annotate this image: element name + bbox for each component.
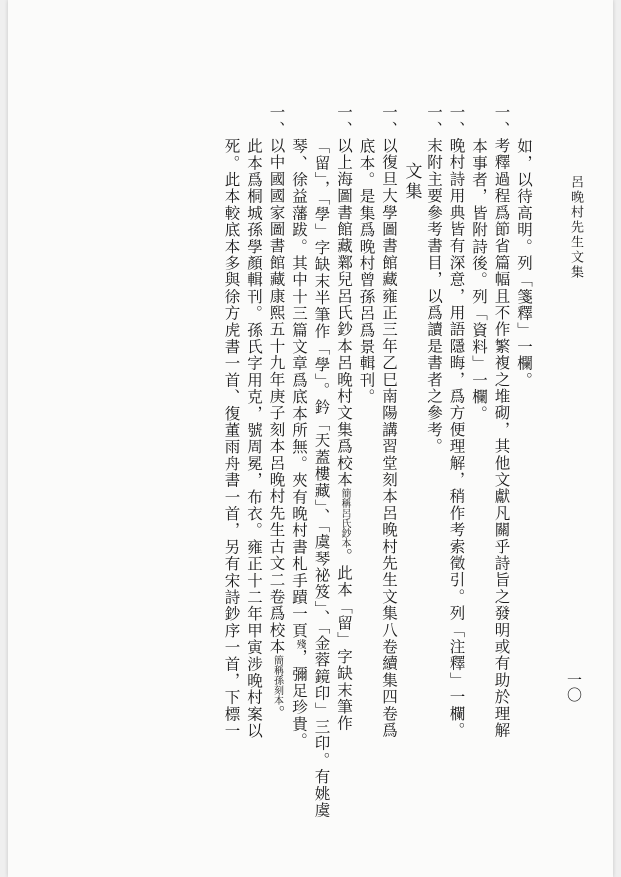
text-column: 本事者，皆附詩後。列「資料」一欄。 [470, 138, 488, 422]
document-page [8, 0, 613, 877]
text-column: 一、以復旦大學圖書館藏雍正三年乙巳南陽講習堂刻本呂晚村先生文集八卷續集四卷爲 [380, 104, 398, 739]
inline-note: 殘 [294, 639, 305, 649]
text-column: 一、以中國國家圖書館藏康熙五十九年庚子刻本呂晚村先生古文二卷爲校本簡稱孫刻本。 [267, 104, 286, 722]
text-column: 一、以上海圖書館藏鄴兒呂氏鈔本呂晚村文集爲校本簡稱呂氏鈔本。此本「留」字缺末筆作 [335, 104, 353, 732]
text-column: 一、末附主要參考書目，以爲讀是書者之參考。 [425, 104, 443, 455]
section-heading: 文集 [401, 162, 422, 202]
body-text [35, 104, 535, 819]
text-column: 此本爲桐城孫學顏輯刊。孫氏字用克，號周冕，布衣。雍正十二年甲寅涉晚村案以 [245, 138, 263, 740]
text-column: 琴、徐益藩跋。其中十三篇文章爲底本所無。夾有晚村書札手蹟一頁殘，彌足珍貴。 [290, 138, 308, 750]
text-column: 如，以待高明。列「箋釋」一欄。 [515, 138, 533, 389]
page-number: 一〇 [565, 672, 583, 702]
inline-note: 簡稱呂氏鈔本 [339, 488, 350, 549]
text-column: 死。此本較底本多與徐方虎書一首、復董雨舟書一首，另有宋詩鈔序一首，下標一 [222, 138, 241, 740]
text-column: 「留」，「學」字缺末半筆作「學」。鈐「天蓋樓藏」、「虞琴祕笈」、「金蓉鏡印」三印。有姚虞 [312, 138, 331, 819]
text-column: 底本。是集爲晚村曾孫呂爲景輯刊。 [357, 138, 376, 406]
running-header: 呂晚村先生文集 [568, 175, 583, 280]
text-column: 一、考釋過程爲節省篇幅且不作繁複之堆砌，其他文獻凡關乎詩旨之發明或有助於理解 [492, 104, 511, 739]
text-column: 一、晚村詩用典皆有深意，用語隱晦，爲方便理解，稍作考索徵引。列「注釋」一欄。 [447, 104, 466, 739]
inline-note: 簡稱孫刻本 [271, 655, 283, 706]
